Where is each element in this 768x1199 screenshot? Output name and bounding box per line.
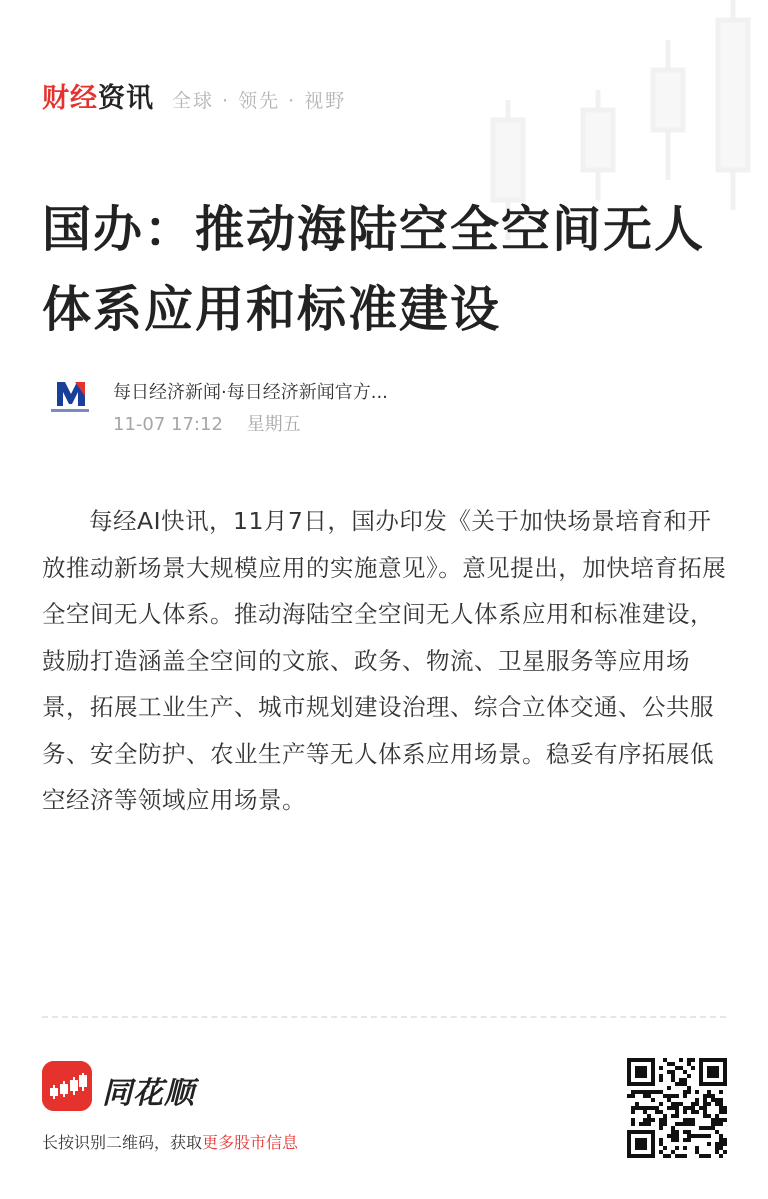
publish-weekday: 星期五 [246,414,301,435]
source-name[interactable]: 每日经济新闻·每日经济新闻官方... [113,382,388,403]
app-logo-icon[interactable] [42,1061,92,1111]
publish-date: 11-07 17:12 [113,414,223,435]
brand-header [42,76,346,115]
more-market-info-link[interactable]: 更多股市信息 [202,1133,299,1152]
source-logo-icon [45,378,93,418]
qr-code-icon[interactable] [627,1058,727,1158]
publish-time [113,410,319,436]
app-name: 同花顺 [102,1076,195,1111]
brand-logo [42,76,154,115]
article-title: 国办：推动海陆空全空间无人体系应用和标准建设 [42,201,706,338]
article-body: 每经AI快讯，11月7日，国办印发《关于加快场景培育和开放推动新场景大规模应用的实施意见》。意见提出，加快培育拓展全空间无人体系。推动海陆空全空间无人体系应用和标准建设，鼓励打造涵盖全空间的文旅、政务、物流、卫星服务等应用场景，拓展工业生产、城市规划建设治理、综合立体交通、公共服务、安全防护、农业生产等无人体系应用场景。稳妥有序拓展低空经济等领域应用场景。 [42,507,727,814]
divider [42,1016,726,1018]
qr-hint [42,1130,298,1153]
qr-hint-text: 长按识别二维码，获取 [42,1133,203,1152]
brand-slogan: 全球 · 领先 · 视野 [172,90,347,112]
brand-logo-part1: 财经 [42,83,98,114]
brand-logo-part2: 资讯 [98,83,154,114]
